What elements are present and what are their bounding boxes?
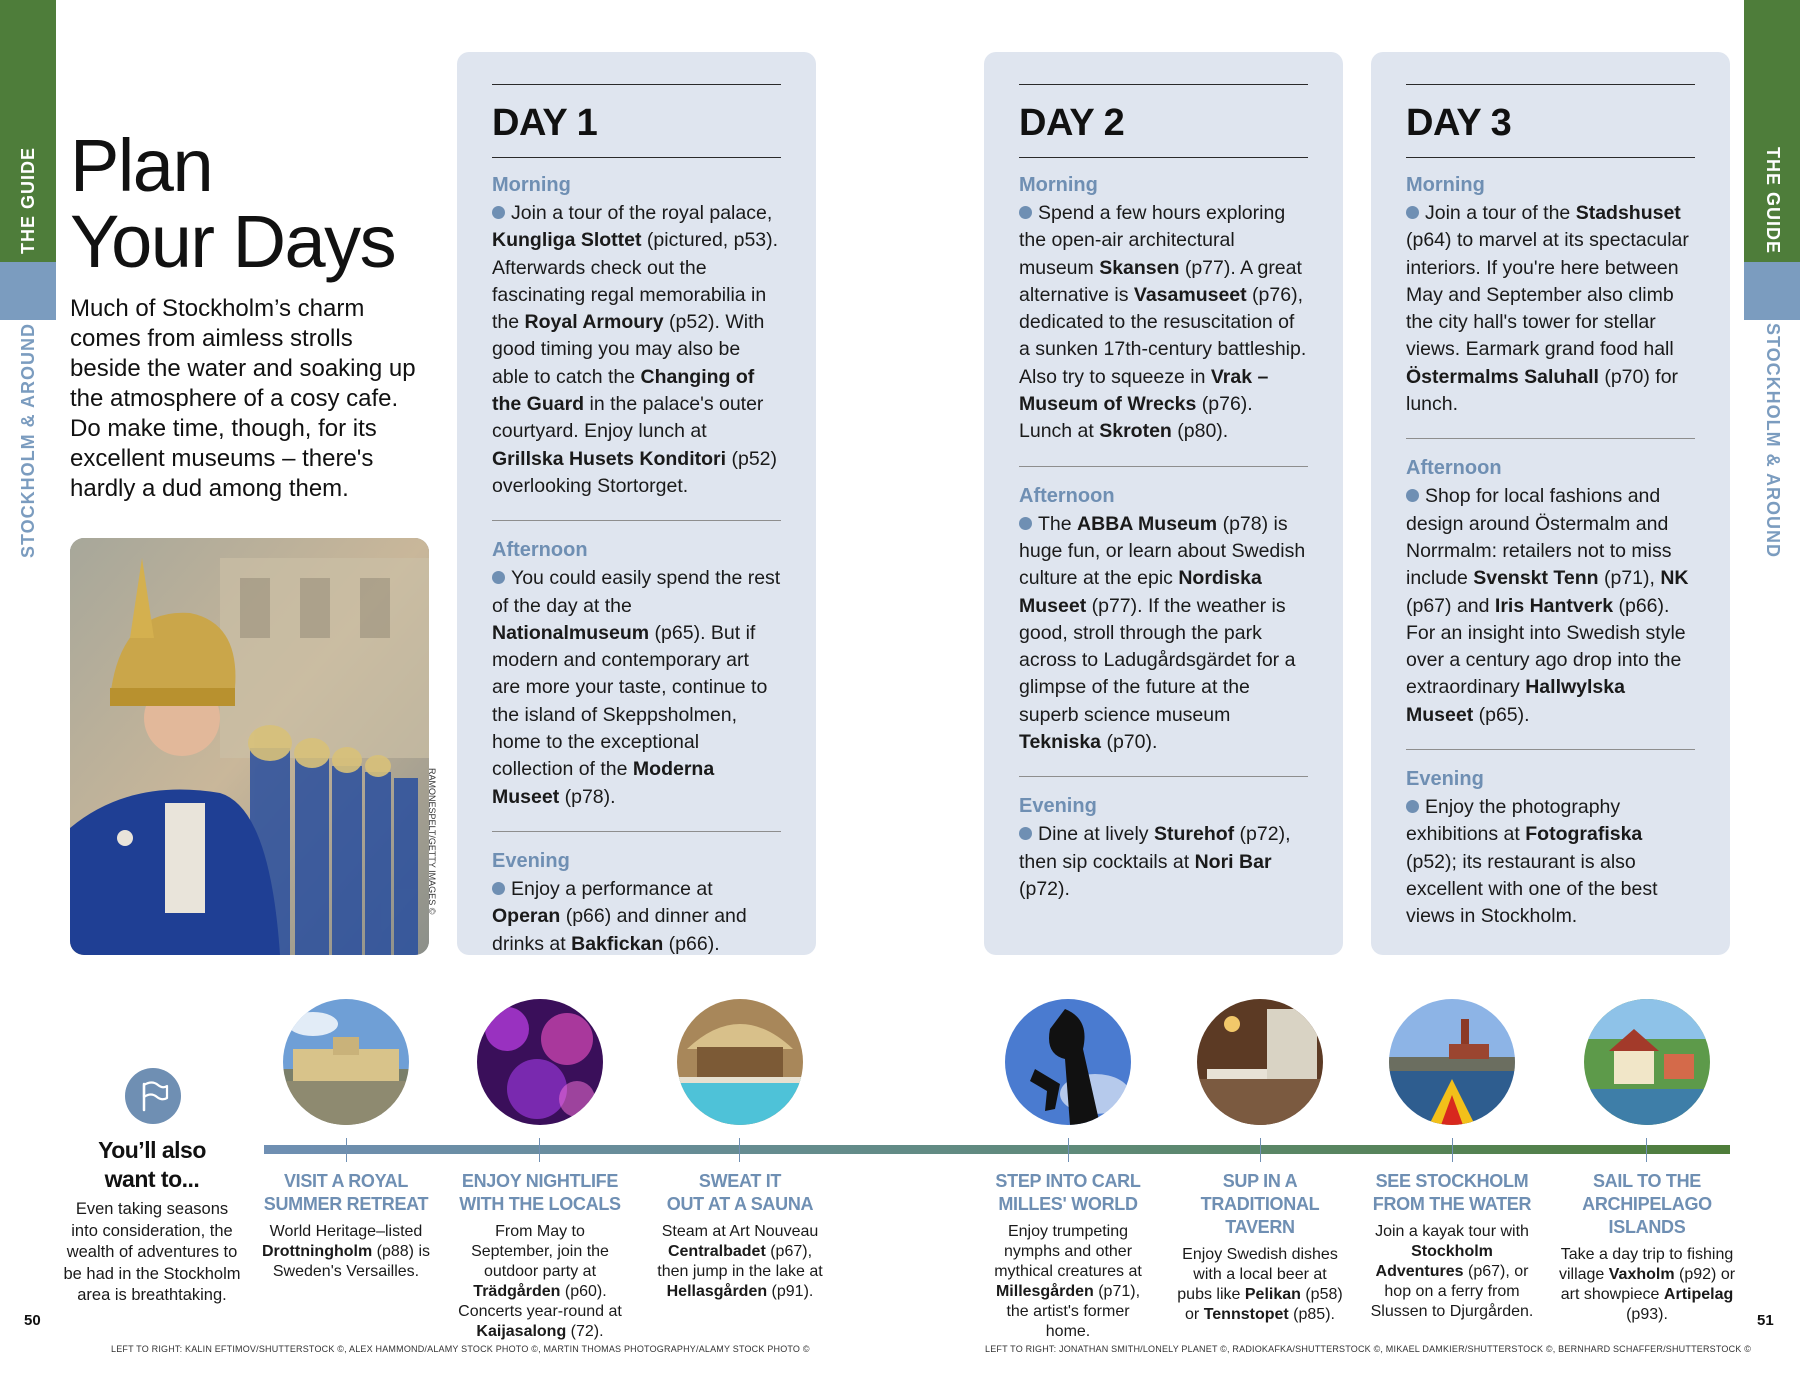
photo-credits-left: LEFT TO RIGHT: KALIN EFTIMOV/SHUTTERSTOCK ©, ALEX HAMMOND/ALAMY STOCK PHOTO ©, MARTIN THOMAS PHOTOGRAPHY/ALAMY STOCK PHOTO © (111, 1344, 810, 1354)
tradgarden-photo (477, 999, 603, 1125)
millesgarden-photo (1005, 999, 1131, 1125)
left-side-label-area: STOCKHOLM & AROUND (17, 322, 38, 558)
evening-text: Enjoy a performance at Operan (p66) and dinner and drinks at Bakfickan (p66). (492, 877, 747, 955)
section-divider (492, 520, 781, 521)
centralbadet-photo (677, 999, 803, 1125)
section-divider (1019, 776, 1308, 777)
tavern-photo (1197, 999, 1323, 1125)
section-divider (1406, 438, 1695, 439)
evening-text: Enjoy the photography exhibitions at Fotografiska (p52); its restaurant is also excellent with one of the best views in Stockholm. (1406, 796, 1658, 928)
royal-guard-photo (70, 538, 429, 955)
item-title-nightlife: ENJOY NIGHTLIFE WITH THE LOCALS (459, 1171, 621, 1214)
morning-text: Join a tour of the royal palace, Kungliga Slottet (pictured, p53). Afterwards check out the fascinating regal memorabilia in the Royal Armoury (p52). With good timing you may also be able to catch the Changing of the Guard in the palace's outer courtyard. Enjoy lunch at Grillska Husets Konditori (p52) overlooking Stortorget. (492, 202, 779, 497)
kayak-photo (1389, 999, 1515, 1125)
afternoon-text: Shop for local fashions and design around Östermalm and Norrmalm: retailers not to miss include Svenskt Tenn (p71), NK (p67) and Iris Hantverk (p66). For an insight into Swedish style over a century ago drop into the extraordinary Hallwylska Museet (p65). (1406, 485, 1689, 726)
item-title-royal-retreat: VISIT A ROYAL SUMMER RETREAT (263, 1171, 429, 1214)
morning-heading: Morning (1019, 174, 1098, 196)
item-title-from-water: SEE STOCKHOLM FROM THE WATER (1372, 1171, 1532, 1214)
day3-panel (1371, 52, 1730, 955)
morning-text: Join a tour of the Stadshuset (p64) to marvel at its spectacular interiors. If you're here between May and September also climb the city hall's tower for stellar views. Earmark grand food hall Östermalms Saluhall (p70) for lunch. (1406, 202, 1689, 416)
item-title-tavern: SUP IN A TRADITIONAL TAVERN (1200, 1171, 1320, 1237)
day-title-rule (1019, 157, 1308, 158)
item-title-carl-milles: STEP INTO CARL MILLES' WORLD (995, 1171, 1141, 1214)
section-divider (492, 831, 781, 832)
photo-credit: RAMONESPELT/GETTY IMAGES © (427, 768, 437, 915)
bullet-icon (1406, 206, 1419, 219)
item-text-archipelago: Take a day trip to fishing village Vaxholm (p92) or art showpiece Artipelag (p93). (1558, 1246, 1736, 1323)
flag-icon (125, 1068, 181, 1124)
day2-panel (984, 52, 1343, 955)
evening-heading: Evening (1019, 795, 1097, 818)
bullet-icon (492, 571, 505, 584)
left-side-tab-blue (0, 262, 56, 320)
bullet-icon (492, 882, 505, 895)
bullet-icon (1406, 489, 1419, 502)
timeline-tick (539, 1138, 540, 1162)
left-side-label-guide: THE GUIDE (17, 146, 38, 254)
day1-panel (457, 52, 816, 955)
drottningholm-photo (283, 999, 409, 1125)
bullet-icon (1019, 827, 1032, 840)
bullet-icon (1019, 206, 1032, 219)
item-text-tavern: Enjoy Swedish dishes with a local beer at pubs like Pelikan (p58) or Tennstopet (p85). (1177, 1246, 1343, 1323)
also-heading: You’ll also want to... (98, 1137, 206, 1192)
item-text-carl-milles: Enjoy trumpeting nymphs and other mythical creatures at Millesgården (p71), the artist's former home. (994, 1223, 1142, 1340)
evening-heading: Evening (1406, 768, 1484, 791)
timeline-tick (1068, 1138, 1069, 1162)
page-title: Plan Your Days (70, 124, 396, 283)
evening-text: Dine at lively Sturehof (p72), then sip cocktails at Nori Bar (p72). (1019, 823, 1291, 900)
item-text-royal-retreat: World Heritage–listed Drottningholm (p88) is Sweden's Versailles. (262, 1223, 430, 1280)
day-title-rule (1406, 157, 1695, 158)
morning-text: Spend a few hours exploring the open-air architectural museum Skansen (p77). A great alternative is Vasamuseet (p76), dedicated to the resuscitation of a sunken 17th-century battleship. Also try to squeeze in Vrak – Museum of Wrecks (p76). Lunch at Skroten (p80). (1019, 202, 1307, 443)
timeline-tick (1646, 1138, 1647, 1162)
timeline-tick (346, 1138, 347, 1162)
item-title-sauna: SWEAT IT OUT AT A SAUNA (666, 1171, 814, 1214)
bullet-icon (492, 206, 505, 219)
vaxholm-photo (1584, 999, 1710, 1125)
afternoon-heading: Afternoon (492, 539, 588, 562)
bullet-icon (1406, 800, 1419, 813)
afternoon-heading: Afternoon (1019, 484, 1115, 507)
item-text-nightlife: From May to September, join the outdoor party at Trädgården (p60). Concerts year-round at Kaijasalong (72). (458, 1223, 622, 1340)
timeline-tick (739, 1138, 740, 1162)
right-side-label-area: STOCKHOLM & AROUND (1762, 322, 1783, 558)
afternoon-text: You could easily spend the rest of the day at the Nationalmuseum (p65). But if modern and contemporary art are more your taste, continue to the island of Skeppsholmen, home to the exceptional collection of the Moderna Museet (p78). (492, 567, 781, 808)
item-text-from-water: Join a kayak tour with Stockholm Adventures (p67), or hop on a ferry from Slussen to Djurgården. (1370, 1223, 1534, 1320)
right-side-tab-blue (1744, 262, 1800, 320)
photo-credits-right: LEFT TO RIGHT: JONATHAN SMITH/LONELY PLANET ©, RADIOKAFKA/SHUTTERSTOCK ©, MIKAEL DAMKIER/SHUTTERSTOCK ©, BERNHARD SCHAFFER/SHUTTERSTOCK © (985, 1344, 1752, 1354)
day-title: DAY 1 (492, 102, 598, 144)
day-title: DAY 2 (1019, 102, 1125, 144)
timeline-tick (1452, 1138, 1453, 1162)
item-title-archipelago: SAIL TO THE ARCHIPELAGO ISLANDS (1582, 1171, 1712, 1237)
afternoon-heading: Afternoon (1406, 457, 1502, 480)
item-text-sauna: Steam at Art Nouveau Centralbadet (p67), then jump in the lake at Hellasgården (p91). (657, 1223, 823, 1300)
afternoon-text: The ABBA Museum (p78) is huge fun, or learn about Swedish culture at the epic Nordiska Museet (p77). If the weather is good, stroll through the park across to Ladugårdsgärdet for a glimpse of the future at the superb science museum Tekniska (p70). (1019, 512, 1306, 754)
day-title: DAY 3 (1406, 102, 1512, 144)
bullet-icon (1019, 517, 1032, 530)
intro-paragraph: Much of Stockholm’s charm comes from aimless strolls beside the water and soaking up the atmosphere of a cosy cafe. Do make time, though, for its excellent museums – there's hardly a dud among them. (70, 295, 416, 502)
evening-heading: Evening (492, 849, 570, 872)
timeline-bar (264, 1145, 1730, 1154)
morning-heading: Morning (492, 174, 571, 196)
day-title-rule (492, 157, 781, 158)
also-description: Even taking seasons into consideration, the wealth of adventures to be had in the Stockholm area is breathtaking. (63, 1200, 241, 1304)
morning-heading: Morning (1406, 174, 1485, 196)
section-divider (1019, 466, 1308, 467)
section-divider (1406, 749, 1695, 750)
timeline-tick (1260, 1138, 1261, 1162)
page-number-right: 51 (1757, 1312, 1774, 1329)
page-number-left: 50 (24, 1312, 41, 1329)
right-side-label-guide: THE GUIDE (1762, 146, 1783, 254)
